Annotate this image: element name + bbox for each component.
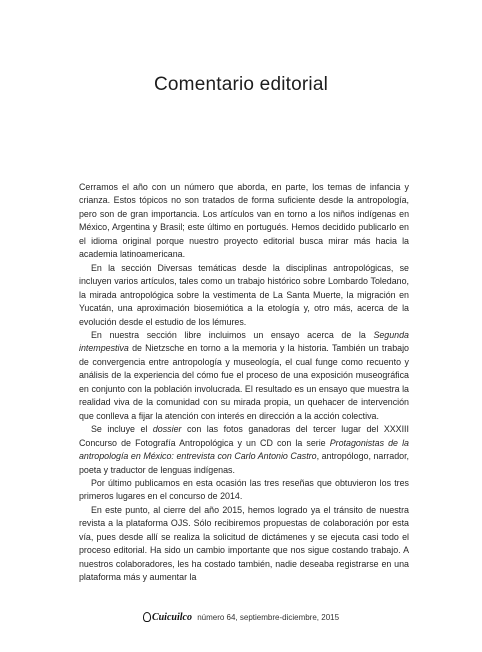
- page-title: Comentario editorial: [153, 74, 329, 95]
- paragraph: [79, 262, 409, 329]
- paragraph: [79, 477, 409, 504]
- paragraph: [79, 329, 409, 423]
- italic-text: Segunda intempestiva: [79, 329, 409, 354]
- text-segment: En nuestra sección libre incluimos un ensayo acerca de la: [91, 329, 374, 340]
- text-segment: En la sección Diversas temáticas desde la disciplinas antropológicas, se incluyen varios artículos, tales como un trabajo histórico sobre Lombardo Toledano, la mirada antropológica sobre la vestimenta de La Santa Muerte, la migración en Yucatán, una aproximación biosemiótica a la etología y, otro más, acerca de la evolución desde el estudio de los lémures.: [79, 262, 409, 327]
- page-footer: [0, 612, 482, 623]
- text-segment: En este punto, al cierre del año 2015, hemos logrado ya el tránsito de nuestra revista a la plataforma OJS. Sólo recibiremos propuestas de colaboración por esta vía, pues desde allí se realiza la solicitud de dictámenes y se ejecuta casi todo el proceso editorial. Ha sido un cambio importante que nos sigue costando trabajo. A nuestros colaboradores, les ha costado también, nadie deseaba registrarse en una plataforma más y aumentar la: [79, 504, 409, 583]
- logo-mark-icon: [143, 612, 151, 622]
- text-segment: Cerramos el año con un número que aborda, en parte, los temas de infancia y crianza. Estos tópicos no son tratados de forma suficiente desde la antropología, pero son de gran importancia. Los artículos van en torno a los niños indígenas en México, Argentina y Brasil; este último en portugués. Hemos decidido publicarlo en el idioma original porque nuestro proyecto editorial busca mirar más hacia la academia latinoamericana.: [79, 182, 409, 260]
- paragraph: [79, 181, 409, 262]
- text-segment: con las fotos ganadoras del tercer lugar del XXXIII Concurso de Fotografía Antropológica y un CD con la serie: [79, 424, 409, 448]
- text-segment: Por último publicamos en esta ocasión las tres reseñas que obtuvieron los tres primeros lugares en el concurso de 2014.: [79, 477, 409, 502]
- text-segment: de Nietzsche en torno a la memoria y la historia. También un trabajo de convergencia entre antropología y museología, el cual funge como recuento y análisis de la experiencia del cómo fue el proceso de una exposición museográfica en conjunto con la población involucrada. El resultado es un ensayo que muestra la realidad viva de la comunidad con su mirada propia, un quehacer de intervención que conlleva a fijar la atención con interés en dirección a la acción colectiva.: [79, 343, 409, 421]
- text-segment: Se incluye el: [91, 424, 153, 435]
- italic-text: dossier: [152, 424, 182, 435]
- text-segment: , antropólogo, narrador, poeta y traductor de lenguas indígenas.: [79, 451, 409, 475]
- paragraph: [79, 423, 409, 477]
- issue-info: número 64, septiembre-diciembre, 2015: [197, 613, 340, 622]
- editorial-body: [79, 181, 409, 585]
- paragraph: [79, 504, 409, 585]
- italic-text: Protagonistas de la antropología en México: entrevista con Carlo Antonio Castro: [79, 437, 409, 462]
- journal-logo-text: Cuicuilco: [151, 612, 192, 623]
- journal-logo: [143, 612, 192, 623]
